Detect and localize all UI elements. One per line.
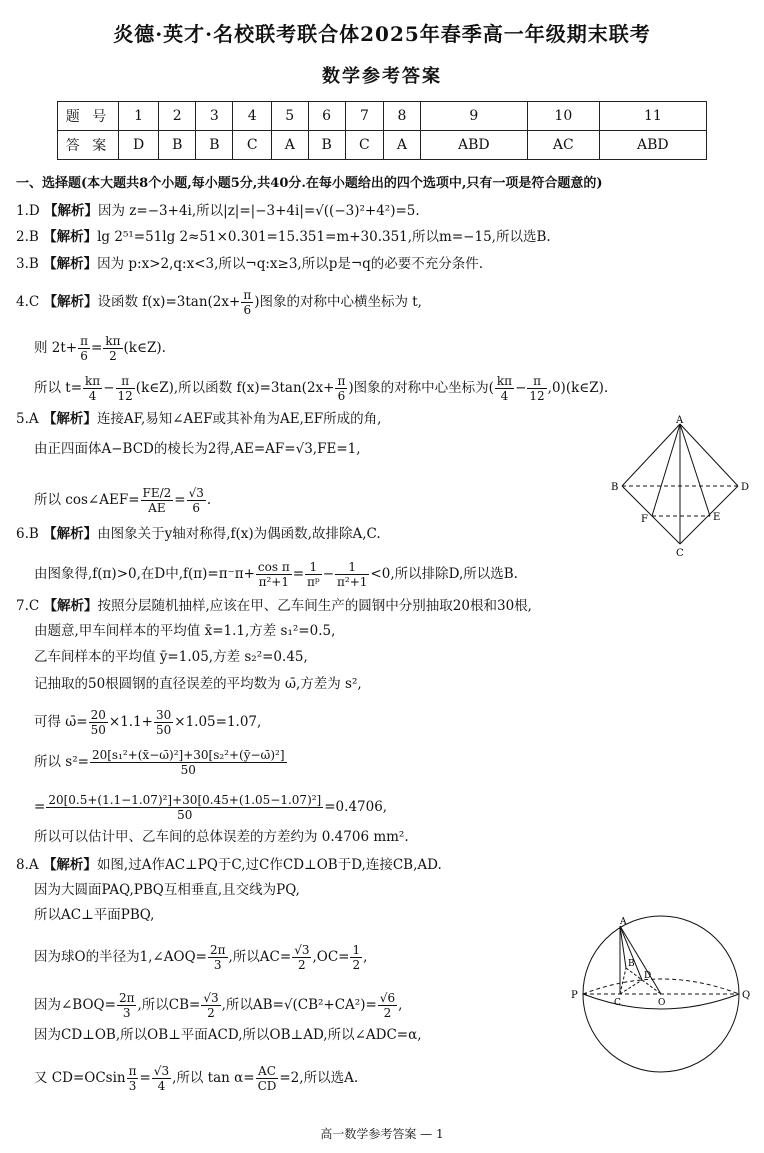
solution-q8-line6: 因为CD⊥OB,所以OB⊥平面ACD,所以OB⊥AD,所以∠ADC=α, <box>34 1027 422 1043</box>
figure-label: C <box>614 998 621 1008</box>
question-number: 6 <box>308 102 345 131</box>
figure-label: A <box>620 917 627 927</box>
fraction: $\frac{√3}{6}$ <box>188 486 204 515</box>
fraction: $\frac{√3}{4}$ <box>153 1064 170 1093</box>
question-number: 9 <box>420 102 527 131</box>
solution-text: )图象的对称中心坐标为( <box>348 380 494 396</box>
question-number: 3 <box>196 102 233 131</box>
solution-text: <0,所以排除D,所以选B. <box>370 566 518 582</box>
solution-q6-line2 <box>34 560 518 589</box>
question-number: 7 <box>345 102 384 131</box>
solution-text: − <box>322 566 335 582</box>
solution-text: − <box>515 380 527 396</box>
solution-text: ,所以AB=√(CB²+CA²)= <box>221 997 377 1013</box>
solution-q5-line2: 由正四面体A−BCD的棱长为2得,AE=AF=√3,FE=1, <box>34 441 361 457</box>
question-number: 2 <box>159 102 196 131</box>
solution-q8-line2: 因为大圆面PAQ,PBQ互相垂直,且交线为PQ, <box>34 882 300 898</box>
solution-q4-line2 <box>34 334 166 363</box>
answer-cell: B <box>308 131 345 160</box>
solution-text: 所以 s²= <box>34 754 89 770</box>
solution-text: 又 CD=OCsin <box>34 1070 126 1086</box>
fraction: $\frac{2\pi}{3}$ <box>118 991 135 1020</box>
fraction: $\frac{FE/2}{AE}$ <box>142 486 172 515</box>
analysis-tag: 【解析】 <box>44 203 99 219</box>
question-number: 11 <box>599 102 706 131</box>
fraction: $\frac{\text{20[s₁²+(x̄−ω̄)²]+30[s₂²+(ȳ−ω̄)²]}}{50}$ <box>91 748 285 777</box>
figure-label: D <box>741 482 750 493</box>
figure-label: F <box>641 514 648 525</box>
fraction: $\frac{20}{50}$ <box>90 708 106 737</box>
solution-text: 可得 ω̄= <box>34 714 88 730</box>
figure-label: B <box>628 959 635 969</box>
fraction: $\frac{√6}{2}$ <box>379 991 396 1020</box>
solution-q7-line6 <box>34 748 288 777</box>
figure-label: B <box>611 482 619 493</box>
solution-text: (k∈Z),所以函数 f(x)=3tan(2x+ <box>135 380 335 396</box>
solution-q3 <box>16 255 483 273</box>
question-answer: 5.A <box>16 411 39 427</box>
fraction: $\frac{\pi}{3}$ <box>128 1064 137 1093</box>
solution-text: = <box>34 799 46 815</box>
answer-table-answer-row <box>58 131 707 160</box>
solution-q6-line1 <box>16 525 381 543</box>
solution-q8-line1 <box>16 856 442 874</box>
solution-text: 因为 p:x>2,q:x<3,所以¬q:x≥3,所以p是¬q的必要不充分条件. <box>97 256 484 272</box>
solution-q5-line1 <box>16 410 381 428</box>
row-label-answer: 答 案 <box>58 131 119 160</box>
solution-text: )图象的对称中心横坐标为 t, <box>254 294 422 310</box>
solution-text: ×1.1+ <box>108 714 153 730</box>
figure-label: E <box>713 512 721 523</box>
fraction: $\frac{\pi}{6}$ <box>80 334 89 363</box>
fraction: $\frac{AC}{CD}$ <box>257 1064 277 1093</box>
solution-text: =2,所以选A. <box>279 1070 359 1086</box>
solution-q7-line7 <box>34 793 387 822</box>
question-number: 10 <box>527 102 599 131</box>
fraction: $\frac{\pi}{12}$ <box>529 374 545 403</box>
section-heading: 一、选择题(本大题共8个小题,每小题5分,共40分.在每小题给出的四个选项中,只有一项是符合题意的) <box>16 176 603 191</box>
question-number: 1 <box>119 102 159 131</box>
solution-text: lg 2⁵¹=51lg 2≈51×0.301=15.351=m+30.351,所以m=−15,所以选B. <box>97 229 551 245</box>
solution-text: 因为 z=−3+4i,所以|z|=|−3+4i|=√((−3)²+4²)=5. <box>98 203 420 219</box>
fraction: $\frac{k\pi}{4}$ <box>496 374 513 403</box>
figure-label: O <box>658 998 666 1008</box>
figure-label: D <box>644 971 652 981</box>
answer-cell: B <box>159 131 196 160</box>
solution-text: 因为∠BOQ= <box>34 997 116 1013</box>
solution-text: ,所以AC= <box>228 949 292 965</box>
solution-text: 如图,过A作AC⊥PQ于C,过C作CD⊥OB于D,连接CB,AD. <box>96 857 442 873</box>
solution-text: (k∈Z). <box>123 340 166 356</box>
answer-cell: ABD <box>420 131 527 160</box>
fraction: $\frac{1}{2}$ <box>352 943 361 972</box>
solution-q1 <box>16 202 420 220</box>
solution-text: 所以 t= <box>34 380 83 396</box>
fraction: $\frac{\pi}{12}$ <box>117 374 133 403</box>
analysis-tag: 【解析】 <box>43 526 98 542</box>
solution-text: , <box>363 949 368 965</box>
analysis-tag: 【解析】 <box>42 411 97 427</box>
solution-text: 则 2t+ <box>34 340 78 356</box>
solution-text: = <box>139 1070 151 1086</box>
answer-cell: B <box>196 131 233 160</box>
solution-q8-line5 <box>34 991 402 1020</box>
solution-text: . <box>206 492 212 508</box>
analysis-tag: 【解析】 <box>43 256 98 272</box>
fraction: $\frac{k\pi}{4}$ <box>85 374 101 403</box>
page-footer: 高一数学参考答案 — 1 <box>320 1127 444 1141</box>
solution-text: ,所以 tan α= <box>172 1070 255 1086</box>
fraction: $\frac{√3}{2}$ <box>294 943 310 972</box>
solution-text: = <box>91 340 103 356</box>
answer-cell: ABD <box>599 131 706 160</box>
fraction: $\frac{k\pi}{2}$ <box>105 334 121 363</box>
solution-q4-line1 <box>16 288 422 317</box>
solution-text: = <box>174 492 186 508</box>
solution-text: 由图象得,f(π)>0,在D中,f(π)=π⁻π+ <box>34 566 255 582</box>
solution-text: ×1.05=1.07, <box>174 714 262 730</box>
solution-q8-line4 <box>34 943 367 972</box>
solution-text: 设函数 f(x)=3tan(2x+ <box>97 294 241 310</box>
page-subtitle: 数学参考答案 <box>322 66 442 87</box>
fraction: $\frac{\pi}{6}$ <box>337 374 346 403</box>
fraction: $\frac{√3}{2}$ <box>203 991 219 1020</box>
solution-text: , <box>398 997 403 1013</box>
solution-q8-line7 <box>34 1064 358 1093</box>
solution-q5-line3 <box>34 486 211 515</box>
question-answer: 6.B <box>16 526 39 542</box>
solution-text: ,OC= <box>312 949 350 965</box>
solution-q2 <box>16 228 551 246</box>
question-answer: 3.B <box>16 256 39 272</box>
analysis-tag: 【解析】 <box>43 229 98 245</box>
solution-q4-line3 <box>34 374 608 403</box>
fraction: $\frac{\text{20[0.5+(1.1−1.07)²]+30[0.45+(1.05−1.07)²]}}{50}$ <box>48 793 322 822</box>
solution-text: − <box>103 380 115 396</box>
question-answer: 2.B <box>16 229 39 245</box>
answer-table <box>57 101 707 160</box>
answer-cell: C <box>233 131 272 160</box>
solution-q7-line5 <box>34 708 261 737</box>
solution-text: =0.4706, <box>324 799 388 815</box>
question-answer: 7.C <box>16 598 40 614</box>
solution-text: ,所以CB= <box>137 997 201 1013</box>
solution-text: 由图象关于y轴对称得,f(x)为偶函数,故排除A,C. <box>97 526 381 542</box>
answer-cell: A <box>271 131 308 160</box>
row-label-number: 题 号 <box>58 102 119 131</box>
fraction: $\frac{1}{\text{π²+1}}$ <box>337 560 368 589</box>
analysis-tag: 【解析】 <box>43 598 98 614</box>
solution-q7-line1 <box>16 597 532 615</box>
solution-text: 连接AF,易知∠AEF或其补角为AE,EF所成的角, <box>96 411 382 427</box>
answer-table-number-row <box>58 102 707 131</box>
analysis-tag: 【解析】 <box>42 857 97 873</box>
solution-text: = <box>292 566 305 582</box>
solution-text: 所以 cos∠AEF= <box>34 492 140 508</box>
sphere-figure <box>568 912 754 1082</box>
solution-q7-line3: 乙车间样本的平均值 ȳ=1.05,方差 s₂²=0.45, <box>34 649 308 665</box>
solution-q8-line3: 所以AC⊥平面PBQ, <box>34 907 155 923</box>
answer-cell: AC <box>527 131 599 160</box>
fraction: $\frac{2\pi}{3}$ <box>209 943 226 972</box>
analysis-tag: 【解析】 <box>43 294 98 310</box>
solution-text: 因为球O的半径为1,∠AOQ= <box>34 949 207 965</box>
fraction: $\frac{30}{50}$ <box>156 708 172 737</box>
question-answer: 8.A <box>16 857 39 873</box>
question-number: 5 <box>271 102 308 131</box>
question-answer: 4.C <box>16 294 40 310</box>
figure-label: P <box>571 990 578 1001</box>
fraction: $\frac{1}{\text{πᵖ}}$ <box>307 560 320 589</box>
solution-text: 按照分层随机抽样,应该在甲、乙车间生产的圆钢中分别抽取20根和30根, <box>97 598 532 614</box>
tetrahedron-figure <box>608 414 758 559</box>
solution-text: ,0)(k∈Z). <box>547 380 609 396</box>
question-number: 8 <box>384 102 421 131</box>
answer-cell: D <box>119 131 159 160</box>
fraction: $\frac{\pi}{6}$ <box>243 288 252 317</box>
question-number: 4 <box>233 102 272 131</box>
figure-label: A <box>676 415 684 426</box>
question-answer: 1.D <box>16 203 40 219</box>
figure-label: C <box>676 548 684 559</box>
page-title: 炎德·英才·名校联考联合体2025年春季高一年级期末联考 <box>113 22 651 46</box>
solution-q7-line2: 由题意,甲车间样本的平均值 x̄=1.1,方差 s₁²=0.5, <box>34 623 336 639</box>
solution-q7-line8: 所以可以估计甲、乙车间的总体误差的方差约为 0.4706 mm². <box>34 829 409 845</box>
figure-label: Q <box>742 990 751 1001</box>
fraction: $\frac{\text{cos π}}{\text{π²+1}}$ <box>257 560 290 589</box>
answer-cell: A <box>384 131 421 160</box>
solution-q7-line4: 记抽取的50根圆钢的直径误差的平均数为 ω̄,方差为 s², <box>34 676 362 692</box>
answer-cell: C <box>345 131 384 160</box>
